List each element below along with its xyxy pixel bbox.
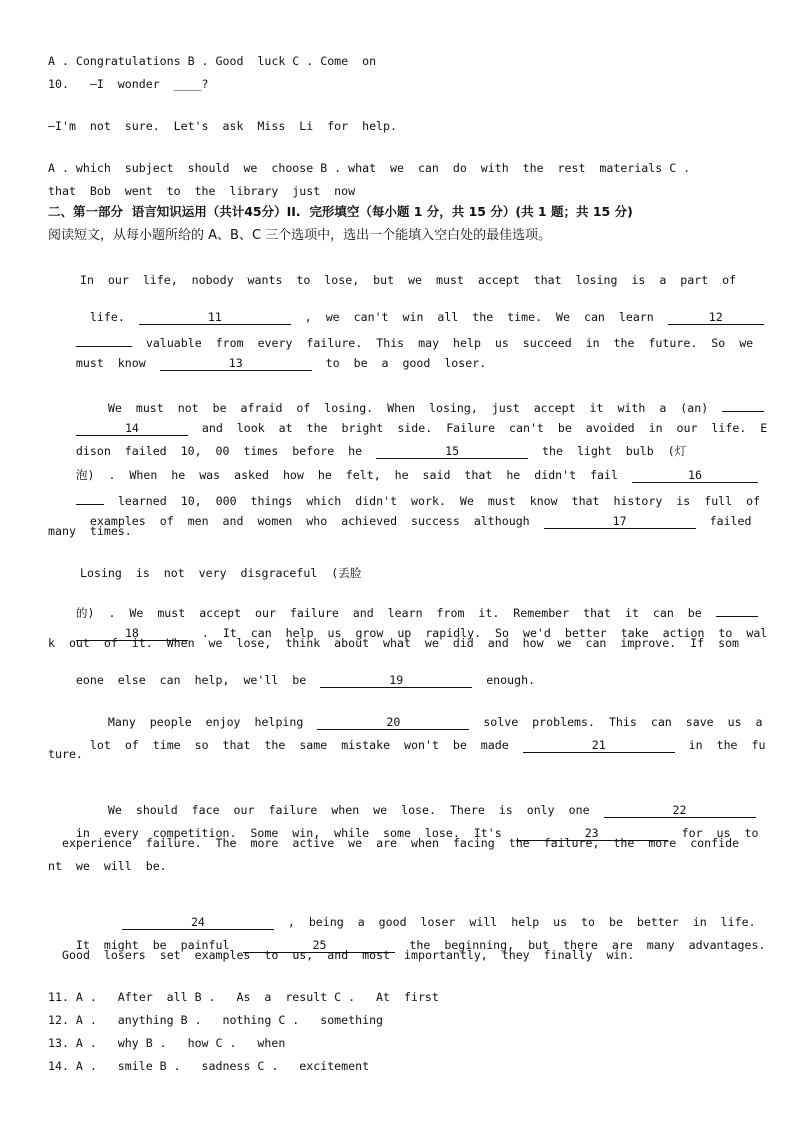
text: for us to <box>681 826 759 840</box>
text: learned 10, 000 things which didn't work. We must know that history is full of <box>117 494 761 508</box>
text: examples of men and women who achieved success although <box>89 514 530 528</box>
text: 的) . We must accept our failure and learn from it. Remember that it can be <box>75 606 702 620</box>
text: life. <box>89 310 125 324</box>
p6-line3: Good losers set examples to us, and most importantly, they finally win. <box>62 948 635 962</box>
p2-line7: many times. <box>48 524 132 538</box>
text: valuable from every failure. This may help us succeed in the future. So we <box>145 336 754 350</box>
p2-line6 <box>62 500 752 543</box>
text: the beginning, but there are many advantages. <box>409 938 766 952</box>
p3-line1: Losing is not very disgraceful (丢脸 <box>80 566 362 580</box>
p3-line5 <box>48 659 535 702</box>
text: in the fu <box>688 738 766 752</box>
text: dison failed 10, 00 times before he <box>75 444 363 458</box>
p4-line3: ture. <box>48 747 83 761</box>
text: We should face our failure when we lose. There is only one <box>107 803 590 817</box>
text: the light bulb (灯 <box>542 444 687 458</box>
text: to be a good loser. <box>325 356 487 370</box>
p5-line4: nt we will be. <box>48 859 167 873</box>
blank-14[interactable]: 14 <box>76 422 188 436</box>
blank-23[interactable]: 23 <box>516 827 668 841</box>
text: , we can't win all the time. We can learn <box>304 310 654 324</box>
text: enough. <box>486 673 536 687</box>
text: , being a good loser will help us to be better in life. <box>287 915 756 929</box>
text: 泡) . When he was asked how he felt, he said that he didn't fail <box>75 468 618 482</box>
section-instruction: 阅读短文，从每小题所给的 A、B、C 三个选项中，选出一个能填入空白处的最佳选项。 <box>48 228 552 243</box>
text: and look at the bright side. Failure can't be avoided in our life. E <box>201 421 768 435</box>
blank-25[interactable]: 25 <box>243 939 395 953</box>
question-14-options: 14. A . smile B . sadness C . excitement <box>48 1059 370 1073</box>
question-12-options: 12. A . anything B . nothing C . something <box>48 1013 384 1027</box>
p1-line4 <box>48 342 486 385</box>
blank-21[interactable]: 21 <box>523 739 675 753</box>
blank-20[interactable]: 20 <box>317 716 469 730</box>
q10-options-line2: that Bob went to the library just now <box>48 184 356 198</box>
blank-19[interactable]: 19 <box>320 674 472 688</box>
text: We must not be afraid of losing. When losing, just accept it with a (an) <box>107 401 709 415</box>
text: in every competition. Some win, while some lose. It's <box>75 826 502 840</box>
q10-reply: —I'm not sure. Let's ask Miss Li for help. <box>48 119 398 133</box>
text: Many people enjoy helping <box>107 715 304 729</box>
text: eone else can help, we'll be <box>75 673 307 687</box>
blank-24[interactable]: 24 <box>122 916 274 930</box>
blank-17[interactable]: 17 <box>544 515 696 529</box>
p1-line1: In our life, nobody wants to lose, but we must accept that losing is a part of <box>80 273 737 287</box>
text: failed <box>709 514 752 528</box>
p3-line4: k out of it. When we lose, think about what we did and how we can improve. If som <box>48 636 740 650</box>
q10-options-line1: A . which subject should we choose B . what we can do with the rest materials C . <box>48 161 691 175</box>
section-header: 二、第一部分 语言知识运用（共计45分）II. 完形填空（每小题 1 分，共 15 分）(共 1 题；共 15 分) <box>48 204 633 219</box>
p5-line3: experience failure. The more active we are when facing the failure, the more confide <box>62 836 740 850</box>
text: . It can help us grow up rapidly. So we'd better take action to wal <box>201 626 768 640</box>
q10-stem: 10. —I wonder ____? <box>48 77 209 91</box>
text: It might be painful <box>75 938 230 952</box>
text: must know <box>75 356 146 370</box>
blank-15[interactable]: 15 <box>376 445 528 459</box>
blank-18[interactable]: 18 <box>76 627 188 641</box>
question-11-options: 11. A . After all B . As a result C . At first <box>48 990 439 1004</box>
blank-13[interactable]: 13 <box>160 357 312 371</box>
blank-11[interactable]: 11 <box>139 311 291 325</box>
question-13-options: 13. A . why B . how C . when <box>48 1036 286 1050</box>
text: solve problems. This can save us a <box>483 715 763 729</box>
blank-16[interactable]: 16 <box>632 469 758 483</box>
q9-options: A . Congratulations B . Good luck C . Come on <box>48 54 377 68</box>
blank-22[interactable]: 22 <box>604 804 756 818</box>
p4-line2 <box>62 724 765 767</box>
blank-12[interactable]: 12 <box>668 311 764 325</box>
text: lot of time so that the same mistake won't be made <box>89 738 509 752</box>
